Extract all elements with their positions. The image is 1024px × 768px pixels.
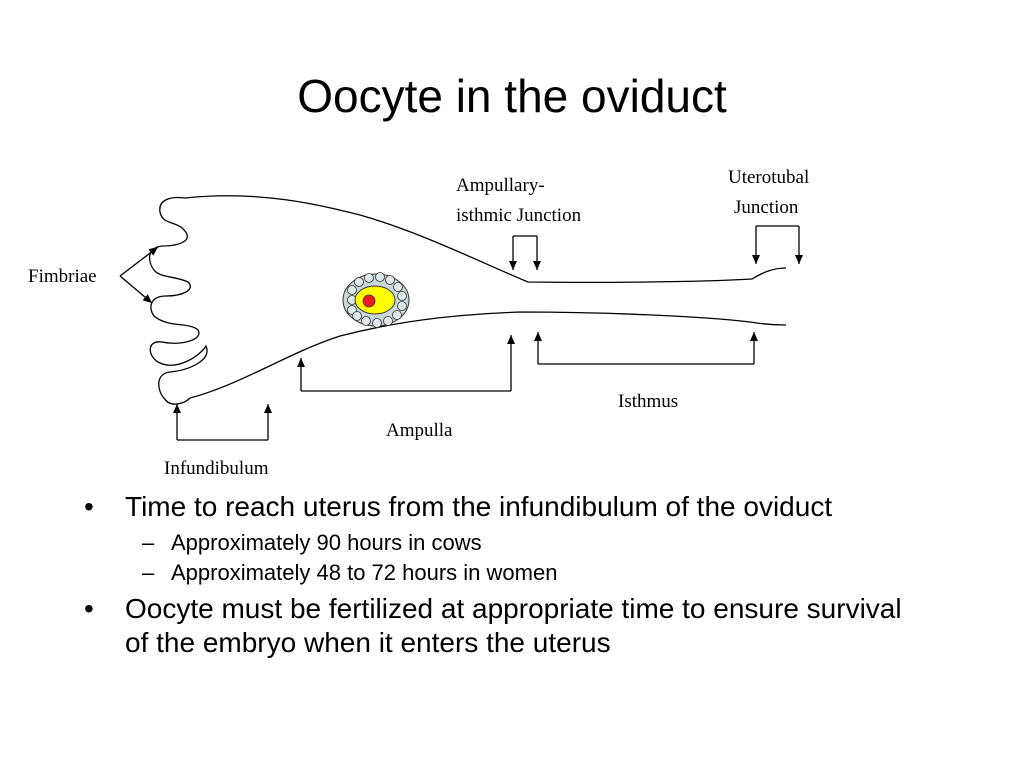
bullet-marker: • [84, 593, 94, 624]
bullet-list [84, 490, 904, 664]
label-uterotubal-line1: Uterotubal [728, 167, 810, 188]
infundibulum-bracket [177, 404, 268, 440]
dash-marker: – [142, 530, 155, 555]
ampullary-isthmic-arrows [513, 236, 537, 270]
bullet-item [84, 592, 904, 660]
dash-marker: – [142, 560, 155, 585]
bullet-text: Oocyte must be fertilized at appropriate time to ensure survival of the embryo when it enters the uterus [125, 593, 902, 658]
oocyte-nucleus [363, 295, 375, 307]
label-infundibulum: Infundibulum [164, 458, 269, 479]
fimbriae-arrows [120, 247, 158, 303]
label-uterotubal-line2: Junction [734, 197, 799, 218]
label-ampullary-line2: isthmic Junction [456, 205, 582, 226]
sub-bullet-item [84, 528, 904, 558]
bullet-marker: • [84, 491, 94, 522]
label-ampulla: Ampulla [386, 420, 453, 441]
oocyte [343, 273, 409, 328]
label-fimbriae: Fimbriae [28, 266, 97, 287]
uterotubal-arrows [756, 226, 799, 264]
sub-bullet-item [84, 558, 904, 588]
label-isthmus: Isthmus [618, 391, 679, 412]
sub-bullet-text: Approximately 48 to 72 hours in women [171, 560, 558, 585]
bullet-text: Time to reach uterus from the infundibulum of the oviduct [125, 491, 833, 522]
oviduct-outline [150, 196, 786, 404]
label-ampullary-line1: Ampullary- [456, 175, 545, 196]
isthmus-bracket [538, 332, 754, 364]
slide-title: Oocyte in the oviduct [297, 70, 727, 122]
sub-bullet-text: Approximately 90 hours in cows [171, 530, 482, 555]
bullet-item [84, 490, 904, 524]
ampulla-bracket [301, 335, 511, 391]
